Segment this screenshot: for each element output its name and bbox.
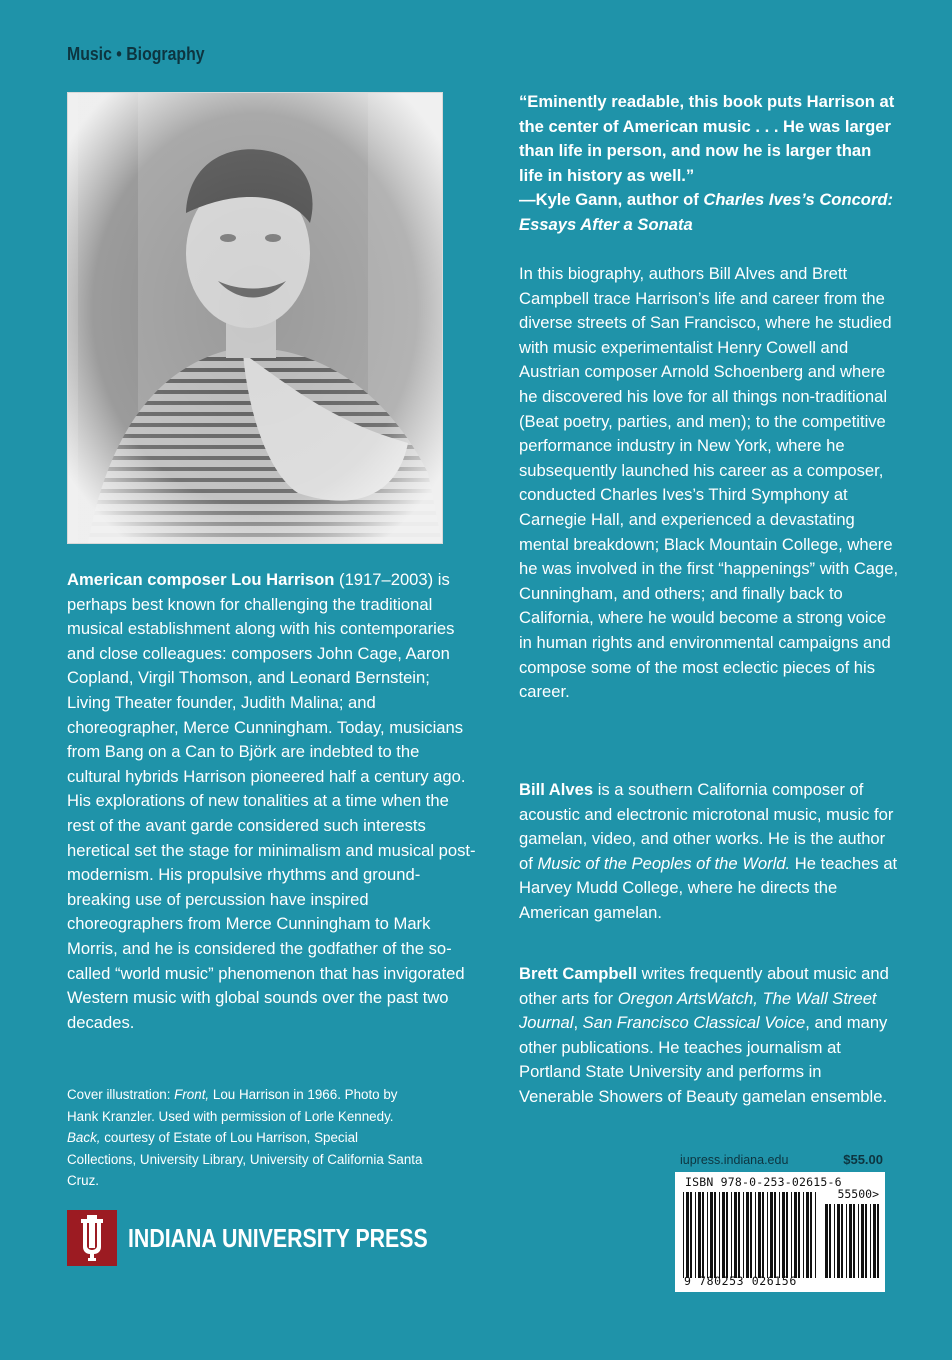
barcode-bar bbox=[877, 1204, 879, 1278]
book-price: $55.00 bbox=[843, 1152, 883, 1167]
credits-prefix: Cover illustration: bbox=[67, 1087, 175, 1102]
barcode-bar bbox=[683, 1192, 684, 1278]
barcode-bar bbox=[846, 1204, 847, 1278]
publisher-logo bbox=[67, 1210, 494, 1266]
barcode-bar bbox=[825, 1204, 828, 1278]
barcode-bar bbox=[731, 1192, 732, 1278]
quote-attribution bbox=[519, 188, 899, 237]
barcode-bar bbox=[714, 1192, 716, 1278]
publication-names-1: Oregon ArtsWatch, The Wall Street Journal bbox=[519, 988, 877, 1033]
barcode-bar bbox=[726, 1192, 728, 1278]
barcode-bar bbox=[770, 1192, 773, 1278]
author-portrait-photo bbox=[67, 92, 443, 544]
summary-text: is perhaps best known for challenging the traditional musical establishment along with his contemporaries and close colleagues: composers John Cage, Aaron Copland, Virgil Thomson, and Leonard Bernstein; Living Theater founder, Judith Malina; and choreographer, Merce Cunningham. Today, musicians from Bang on a Can to Björk are indebted to the cultural hybrids Harrison pioneered half a century ago. His explorations of new tonalities at a time when the rest of the avant garde considered such interests heretical set the stage for minimalism and musical post-modernism. His propulsive rhythms and ground-breaking use of percussion have inspired choreographers from Merce Cunningham to Mark Morris, and he is considered the godfather of the so-called “world music” phenomenon that has invigorated Western music with global sounds over the past two decades. bbox=[67, 570, 476, 1032]
publication-names-2: San Francisco Classical Voice bbox=[582, 1013, 806, 1033]
credits-front-label: Front, bbox=[174, 1087, 210, 1102]
iu-trident-icon bbox=[67, 1210, 117, 1266]
author-book-title: Music of the Peoples of the World. bbox=[537, 853, 791, 873]
barcode-bar bbox=[806, 1192, 809, 1278]
isbn-barcode bbox=[675, 1172, 885, 1292]
barcode-bar bbox=[686, 1192, 689, 1278]
endorsement-quote bbox=[519, 90, 899, 238]
publisher-name: INDIANA UNIVERSITY PRESS bbox=[128, 1222, 428, 1253]
barcode-bar bbox=[834, 1204, 835, 1278]
quote-book-title: Charles Ives’s Concord: Essays After a Sonata bbox=[519, 190, 894, 234]
portrait-illustration bbox=[68, 93, 442, 543]
barcode-bar bbox=[858, 1204, 859, 1278]
isbn-digits: 9 780253 026156 bbox=[684, 1274, 797, 1288]
barcode-bar bbox=[803, 1192, 804, 1278]
credits-back-label: Back, bbox=[67, 1130, 101, 1145]
barcode-bar bbox=[746, 1192, 749, 1278]
barcode-bar bbox=[786, 1192, 788, 1278]
barcode-bar bbox=[791, 1192, 792, 1278]
author-bio-campbell-text3: , and many other publications. He teaches journalism at Portland State University and performs in Venerable Showers of Beauty gamelan ensemble. bbox=[519, 1013, 888, 1106]
barcode-bar bbox=[815, 1192, 816, 1278]
barcode-bar bbox=[695, 1192, 696, 1278]
category-label: Music • Biography bbox=[67, 44, 205, 64]
author-bio-alves-text1: is a southern California composer of acoustic and electronic microtonal music, music for gamelan, video, and other works. He is the author of bbox=[519, 780, 894, 873]
barcode-bar bbox=[810, 1192, 812, 1278]
barcode-bar bbox=[829, 1204, 831, 1278]
barcode-bar bbox=[782, 1192, 785, 1278]
author-name-alves: Bill Alves bbox=[519, 780, 594, 799]
barcode-bar bbox=[837, 1204, 840, 1278]
barcode-bar bbox=[738, 1192, 740, 1278]
author-bio-campbell-text1: writes frequently about music and other arts for bbox=[519, 964, 889, 1008]
barcode-bar bbox=[743, 1192, 744, 1278]
barcode-bar bbox=[719, 1192, 720, 1278]
barcode-bar bbox=[794, 1192, 797, 1278]
author-name-campbell: Brett Campbell bbox=[519, 964, 638, 983]
barcode-bar bbox=[698, 1192, 701, 1278]
barcode-bar bbox=[853, 1204, 855, 1278]
biography-text: In this biography, authors Bill Alves and Brett Campbell trace Harrison’s life and career from the diverse streets of San Francisco, where he studied with music experimentalist Henry Cowell and Austrian composer Arnold Schoenberg and where he discovered his love for all things non-traditional (Beat poetry, parties, and men); to the competitive performance industry in New York, where he subsequently launched his career as a composer, conducted Charles Ives’s Third Symphony at Carnegie Hall, and experienced a devastating mental breakdown; Black Mountain College, where he was involved in the first “happenings” with Cage, Cunningham, and others; and finally back to California, where he would become a strong voice in human rights and environmental campaigns and compose some of the most eclectic pieces of his career. bbox=[519, 264, 899, 702]
barcode-bar bbox=[779, 1192, 780, 1278]
barcode-bar bbox=[762, 1192, 764, 1278]
barcode-bar bbox=[710, 1192, 713, 1278]
barcode-bar bbox=[750, 1192, 752, 1278]
barcode-bar bbox=[798, 1192, 800, 1278]
barcode-bars bbox=[683, 1192, 819, 1278]
barcode-bar bbox=[849, 1204, 852, 1278]
barcode-bar bbox=[734, 1192, 737, 1278]
cover-credits bbox=[67, 1084, 427, 1192]
barcode-bar bbox=[702, 1192, 704, 1278]
barcode-bar bbox=[870, 1204, 871, 1278]
barcode-price-code: 55500> bbox=[837, 1187, 879, 1201]
publisher-url: iupress.indiana.edu bbox=[680, 1153, 789, 1167]
isbn-label: ISBN 978-0-253-02615-6 bbox=[685, 1175, 842, 1189]
credits-back-text: courtesy of Estate of Lou Harrison, Special Collections, University Library, University of California Santa Cruz. bbox=[67, 1130, 423, 1188]
barcode-bar bbox=[865, 1204, 867, 1278]
author-bio-alves bbox=[519, 778, 899, 926]
barcode-bar bbox=[755, 1192, 756, 1278]
quote-text: “Eminently readable, this book puts Harrison at the center of American music . . . He was larger than life in person, and now he is larger than life in history as well.” bbox=[519, 92, 895, 185]
author-bio-alves-text2: He teaches at Harvey Mudd College, where he directs the American gamelan. bbox=[519, 853, 898, 922]
barcode-bar bbox=[841, 1204, 843, 1278]
barcode-bar bbox=[707, 1192, 708, 1278]
author-bio-campbell-text2: , bbox=[573, 1013, 583, 1033]
biography-summary bbox=[519, 262, 899, 705]
barcode-bar bbox=[767, 1192, 768, 1278]
summary-lead: American composer Lou Harrison bbox=[67, 570, 335, 589]
summary-left-column bbox=[67, 568, 477, 1035]
barcode-bar bbox=[873, 1204, 876, 1278]
barcode-bar bbox=[722, 1192, 725, 1278]
barcode-bar bbox=[690, 1192, 692, 1278]
barcode-bar bbox=[758, 1192, 761, 1278]
barcode-bar bbox=[774, 1192, 776, 1278]
credits-front-text: Lou Harrison in 1966. Photo by Hank Kranzler. Used with permission of Lorle Kennedy. bbox=[67, 1087, 398, 1124]
barcode-bar bbox=[861, 1204, 864, 1278]
summary-dates: (1917–2003) bbox=[339, 570, 434, 589]
author-bio-campbell bbox=[519, 962, 899, 1110]
barcode-addon-bars bbox=[825, 1204, 879, 1278]
quote-attribution-prefix: —Kyle Gann, author of bbox=[519, 190, 704, 210]
